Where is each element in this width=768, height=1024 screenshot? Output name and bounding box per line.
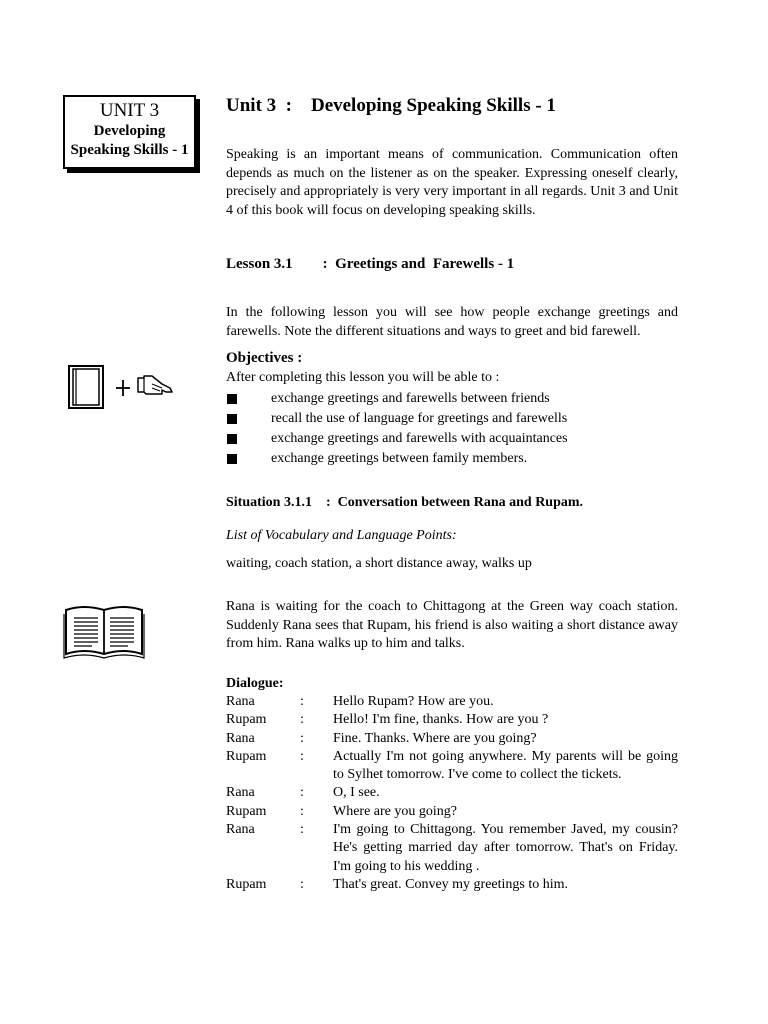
vocabulary-heading: List of Vocabulary and Language Points:	[226, 528, 457, 543]
dialogue-speaker: Rana	[226, 694, 255, 709]
objectives-intro: After completing this lesson you will be able to :	[226, 370, 500, 385]
dialogue-speaker: Rupam	[226, 876, 267, 892]
unit-box-subtitle-line1: Developing	[93, 123, 166, 139]
dialogue-colon: :	[300, 730, 304, 746]
dialogue-text: Where are you going?	[333, 803, 457, 819]
dialogue-line	[226, 693, 678, 711]
square-bullet-icon	[227, 454, 237, 464]
dialogue-text: Fine. Thanks. Where are you going?	[333, 730, 537, 746]
dialogue-speaker: Rupam	[226, 803, 267, 819]
square-bullet-icon	[227, 394, 237, 404]
dialogue-text: Hello! I'm fine, thanks. How are you ?	[333, 712, 549, 728]
dialogue-text: Hello Rupam? How are you.	[333, 694, 494, 709]
book-plus-pointing-hand-icon	[66, 364, 178, 415]
unit-box-subtitle-line2: Speaking Skills - 1	[70, 142, 189, 158]
square-bullet-icon	[227, 434, 237, 444]
unit-box-title: UNIT 3	[99, 100, 160, 121]
dialogue	[226, 693, 678, 894]
dialogue-text: Actually I'm not going anywhere. My parents will be going to Sylhet tomorrow. I've come to collect the tickets.	[333, 748, 678, 783]
list-item: exchange greetings and farewells between friends	[226, 389, 686, 409]
dialogue-line	[226, 748, 678, 785]
open-book-icon	[62, 602, 146, 667]
situation-description: Rana is waiting for the coach to Chittagong at the Green way coach station. Suddenly Rana sees that Rupam, his friend is also waiting a short distance away from him. Rana walks up to him and talks.	[226, 599, 678, 651]
dialogue-heading: Dialogue:	[226, 676, 284, 691]
dialogue-colon: :	[300, 785, 304, 801]
dialogue-text: O, I see.	[333, 785, 380, 801]
dialogue-line	[226, 711, 678, 729]
lesson-title: Lesson 3.1 : Greetings and Farewells - 1	[226, 256, 515, 272]
vocabulary-list: waiting, coach station, a short distance away, walks up	[226, 556, 532, 571]
dialogue-colon: :	[300, 822, 304, 838]
dialogue-text: I'm going to Chittagong. You remember Javed, my cousin? He's getting married day after tomorrow. That's on Friday. I'm going to his wedding .	[333, 822, 678, 874]
square-bullet-icon	[227, 414, 237, 424]
objectives-heading: Objectives :	[226, 350, 303, 366]
dialogue-speaker: Rana	[226, 785, 255, 801]
dialogue-speaker: Rana	[226, 822, 255, 838]
dialogue-colon: :	[300, 712, 304, 728]
dialogue-line	[226, 803, 678, 821]
intro-paragraph: Speaking is an important means of communication. Communication often depends as much on the listener as on the speaker. Expressing oneself clearly, precisely and appropriately is very very important in all regards. Unit 3 and Unit 4 of this book will focus on developing speaking skills.	[226, 147, 678, 218]
dialogue-speaker: Rupam	[226, 712, 267, 728]
dialogue-speaker: Rupam	[226, 748, 267, 764]
unit-box	[63, 95, 196, 169]
situation-title: Situation 3.1.1 : Conversation between Rana and Rupam.	[226, 495, 584, 510]
list-item: exchange greetings between family members.	[226, 449, 686, 469]
page-title: Unit 3 : Developing Speaking Skills - 1	[226, 95, 556, 116]
list-item: exchange greetings and farewells with acquaintances	[226, 429, 686, 449]
dialogue-text: That's great. Convey my greetings to him.	[333, 876, 569, 892]
dialogue-line	[226, 876, 678, 894]
dialogue-colon: :	[300, 876, 304, 892]
list-item: recall the use of language for greetings and farewells	[226, 409, 686, 429]
dialogue-speaker: Rana	[226, 730, 255, 746]
dialogue-colon: :	[300, 748, 304, 764]
objectives-list	[226, 389, 686, 469]
dialogue-line	[226, 784, 678, 802]
dialogue-line	[226, 821, 678, 876]
lesson-description: In the following lesson you will see how people exchange greetings and farewells. Note the different situations and ways to greet and bid farewell.	[226, 305, 678, 339]
dialogue-line	[226, 730, 678, 748]
dialogue-colon: :	[300, 803, 304, 819]
dialogue-colon: :	[300, 694, 304, 709]
